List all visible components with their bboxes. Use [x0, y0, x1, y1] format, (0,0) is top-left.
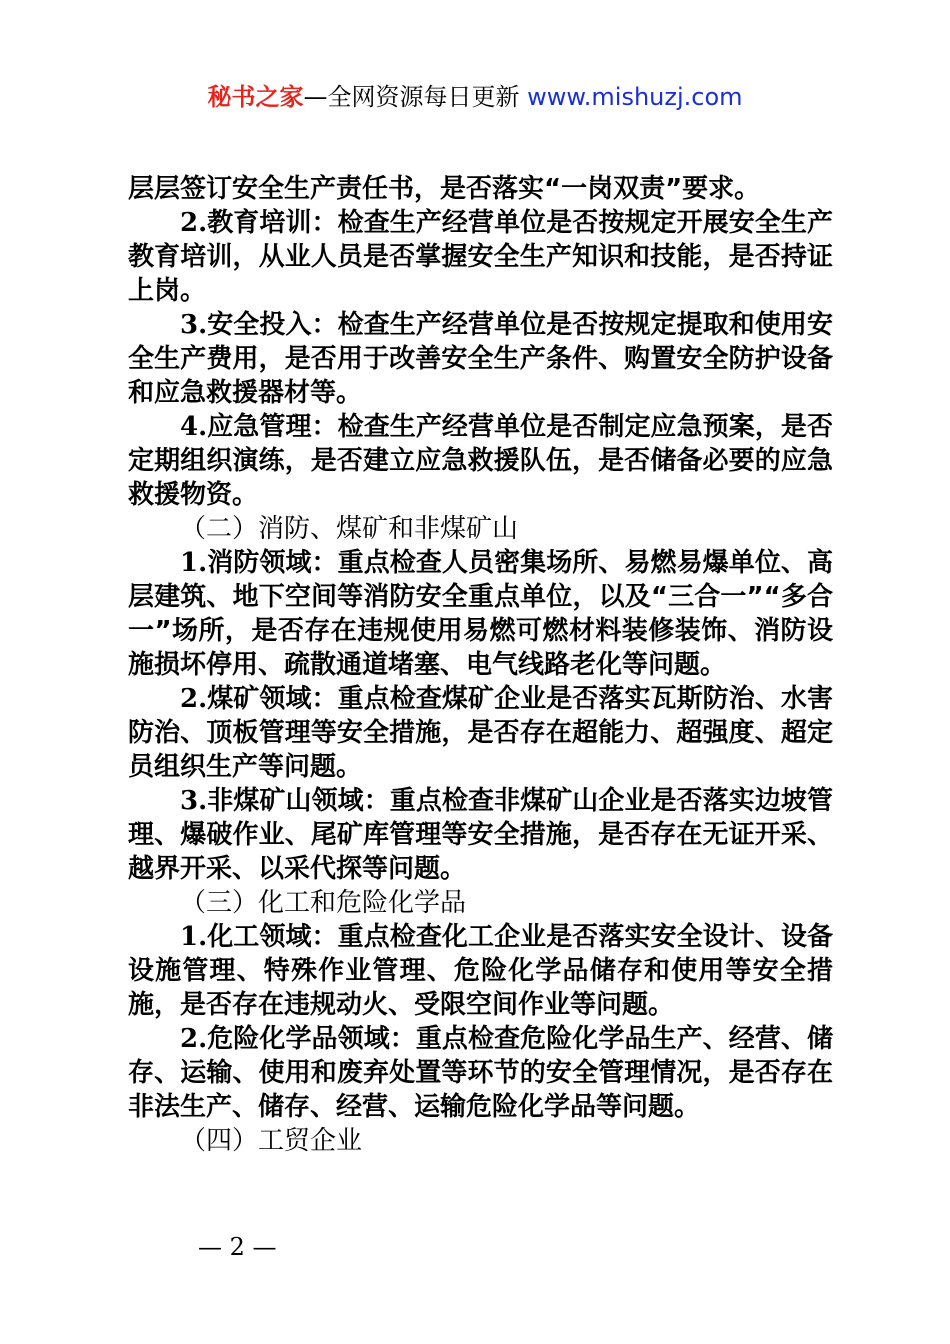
- section-heading-fire-mining: （二）消防、煤矿和非煤矿山: [180, 514, 519, 544]
- paragraph-non-coal-mine: [128, 784, 833, 886]
- item-number: 3.: [180, 786, 208, 816]
- item-number: 1.: [180, 548, 208, 578]
- item-number: 2.: [180, 1024, 208, 1054]
- document-body: [128, 172, 833, 1158]
- paragraph-text: 应急管理：检查生产经营单位是否制定应急预案，是否定期组织演练，是否建立应急救援队伍，是否储备必要的应急救援物资。: [128, 412, 833, 510]
- paragraph-text: 危险化学品领域：重点检查危险化学品生产、经营、储存、运输、使用和废弃处置等环节的安全管理情况，是否存在非法生产、储存、经营、运输危险化学品等问题。: [128, 1024, 833, 1122]
- paragraph-safety-investment: [128, 308, 833, 410]
- paragraph-text: 煤矿领域：重点检查煤矿企业是否落实瓦斯防治、水害防治、顶板管理等安全措施，是否存在超能力、超强度、超定员组织生产等问题。: [128, 684, 833, 782]
- paragraph-fire-safety: [128, 546, 833, 682]
- item-number: 3.: [180, 310, 208, 340]
- item-number: 1.: [180, 922, 208, 952]
- paragraph-coal-mine: [128, 682, 833, 784]
- banner-tagline: —全网资源每日更新: [303, 83, 528, 111]
- item-number: 4.: [180, 412, 208, 442]
- paragraph-text: 安全投入：检查生产经营单位是否按规定提取和使用安全生产费用，是否用于改善安全生产条件、购置安全防护设备和应急救援器材等。: [128, 310, 833, 408]
- paragraph-hazardous-chemicals: [128, 1022, 833, 1124]
- site-url-link[interactable]: www.mishuzj.com: [527, 83, 743, 111]
- item-number: 2.: [180, 684, 208, 714]
- paragraph-continuation: 层层签订安全生产责任书，是否落实“一岗双责”要求。: [128, 174, 761, 204]
- paragraph-emergency-management: [128, 410, 833, 512]
- paragraph-text: 消防领域：重点检查人员密集场所、易燃易爆单位、高层建筑、地下空间等消防安全重点单位，以及“三合一”“多合一”场所，是否存在违规使用易燃可燃材料装修装饰、消防设施损坏停用、疏散通道堵塞、电气线路老化等问题。: [128, 548, 833, 680]
- site-banner: [0, 80, 950, 114]
- paragraph-education-training: [128, 206, 833, 308]
- brand-name: 秘书之家: [207, 83, 304, 111]
- paragraph-text: 非煤矿山领域：重点检查非煤矿山企业是否落实边坡管理、爆破作业、尾矿库管理等安全措施，是否存在无证开采、越界开采、以采代探等问题。: [128, 786, 833, 884]
- section-heading-industry-trade: （四）工贸企业: [180, 1126, 363, 1156]
- paragraph-text: 化工领域：重点检查化工企业是否落实安全设计、设备设施管理、特殊作业管理、危险化学品储存和使用等安全措施，是否存在违规动火、受限空间作业等问题。: [128, 922, 833, 1020]
- page-number: — 2 —: [198, 1233, 277, 1261]
- item-number: 2.: [180, 208, 208, 238]
- section-heading-chemicals: （三）化工和危险化学品: [180, 888, 467, 918]
- paragraph-chemical-industry: [128, 920, 833, 1022]
- paragraph-text: 教育培训：检查生产经营单位是否按规定开展安全生产教育培训，从业人员是否掌握安全生产知识和技能，是否持证上岗。: [128, 208, 833, 306]
